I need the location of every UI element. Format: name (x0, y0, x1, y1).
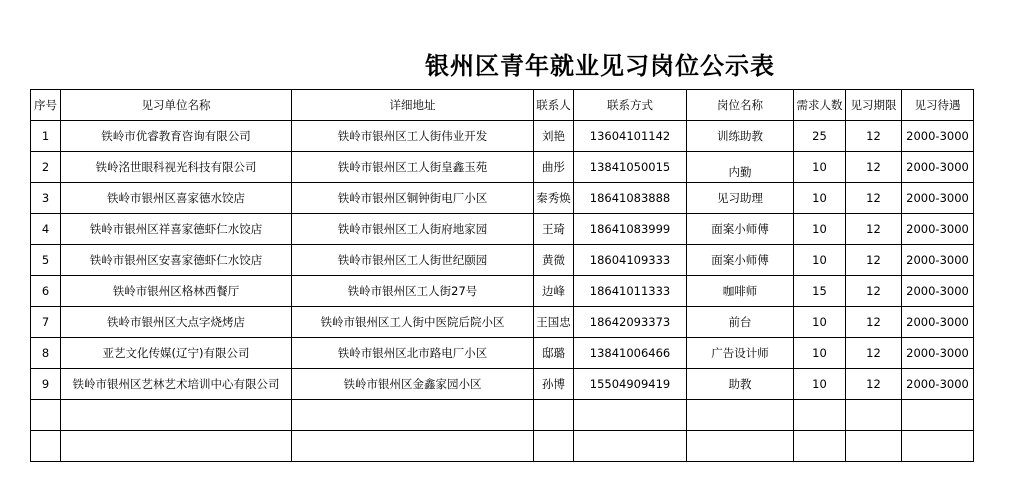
cell-address: 铁岭市银州区工人街伟业开发 (292, 121, 534, 152)
empty-cell (61, 431, 292, 462)
empty-cell (902, 400, 974, 431)
empty-cell (902, 431, 974, 462)
cell-period: 12 (846, 214, 902, 245)
table-row (31, 369, 974, 400)
header-row (31, 90, 974, 121)
col-header-contact: 联系人 (534, 90, 574, 121)
cell-count: 10 (794, 152, 846, 183)
empty-cell (846, 400, 902, 431)
empty-cell (687, 400, 794, 431)
cell-contact: 刘艳 (534, 121, 574, 152)
cell-period: 12 (846, 369, 902, 400)
cell-address: 铁岭市银州区工人街世纪颐园 (292, 245, 534, 276)
col-header-position: 岗位名称 (687, 90, 794, 121)
cell-address: 铁岭市银州区工人街中医院后院小区 (292, 307, 534, 338)
cell-contact: 边峰 (534, 276, 574, 307)
cell-pay: 2000-3000 (902, 338, 974, 369)
cell-contact: 黄微 (534, 245, 574, 276)
cell-count: 25 (794, 121, 846, 152)
empty-cell (31, 431, 61, 462)
cell-contact: 秦秀焕 (534, 183, 574, 214)
job-table (30, 89, 974, 462)
empty-row (31, 431, 974, 462)
cell-phone: 18642093373 (574, 307, 687, 338)
col-header-phone: 联系方式 (574, 90, 687, 121)
cell-unit: 亚艺文化传媒(辽宁)有限公司 (61, 338, 292, 369)
cell-period: 12 (846, 276, 902, 307)
cell-unit: 铁岭市银州区格林西餐厅 (61, 276, 292, 307)
col-header-period: 见习期限 (846, 90, 902, 121)
cell-count: 15 (794, 276, 846, 307)
cell-phone: 18604109333 (574, 245, 687, 276)
cell-address: 铁岭市银州区工人街府地家园 (292, 214, 534, 245)
col-header-pay: 见习待遇 (902, 90, 974, 121)
cell-count: 10 (794, 307, 846, 338)
table-row (31, 152, 974, 183)
cell-count: 10 (794, 369, 846, 400)
empty-cell (574, 400, 687, 431)
cell-position: 内勤 (687, 152, 794, 183)
cell-period: 12 (846, 183, 902, 214)
cell-position: 广告设计师 (687, 338, 794, 369)
cell-pay: 2000-3000 (902, 121, 974, 152)
cell-index: 7 (31, 307, 61, 338)
cell-phone: 13841050015 (574, 152, 687, 183)
table-row (31, 338, 974, 369)
cell-index: 1 (31, 121, 61, 152)
cell-pay: 2000-3000 (902, 369, 974, 400)
cell-count: 10 (794, 245, 846, 276)
table-row (31, 276, 974, 307)
col-header-address: 详细地址 (292, 90, 534, 121)
empty-cell (794, 400, 846, 431)
cell-phone: 13841006466 (574, 338, 687, 369)
table-row (31, 214, 974, 245)
cell-pay: 2000-3000 (902, 307, 974, 338)
cell-address: 铁岭市银州区工人街27号 (292, 276, 534, 307)
cell-contact: 曲彤 (534, 152, 574, 183)
cell-unit: 铁岭洺世眼科视光科技有限公司 (61, 152, 292, 183)
cell-index: 8 (31, 338, 61, 369)
empty-cell (61, 400, 292, 431)
empty-cell (687, 431, 794, 462)
cell-contact: 王琦 (534, 214, 574, 245)
empty-cell (292, 400, 534, 431)
cell-index: 4 (31, 214, 61, 245)
cell-address: 铁岭市银州区金鑫家园小区 (292, 369, 534, 400)
cell-contact: 王国忠 (534, 307, 574, 338)
empty-row (31, 400, 974, 431)
cell-unit: 铁岭市银州区祥喜家德虾仁水饺店 (61, 214, 292, 245)
cell-period: 12 (846, 245, 902, 276)
table-row (31, 121, 974, 152)
table-row (31, 307, 974, 338)
table-row (31, 245, 974, 276)
table-row (31, 183, 974, 214)
cell-count: 10 (794, 214, 846, 245)
cell-index: 3 (31, 183, 61, 214)
cell-count: 10 (794, 338, 846, 369)
cell-period: 12 (846, 121, 902, 152)
cell-pay: 2000-3000 (902, 152, 974, 183)
empty-cell (794, 431, 846, 462)
cell-unit: 铁岭市银州区喜家德水饺店 (61, 183, 292, 214)
cell-position: 咖啡师 (687, 276, 794, 307)
cell-pay: 2000-3000 (902, 183, 974, 214)
cell-unit: 铁岭市银州区艺林艺术培训中心有限公司 (61, 369, 292, 400)
cell-index: 9 (31, 369, 61, 400)
cell-position: 见习助理 (687, 183, 794, 214)
cell-pay: 2000-3000 (902, 214, 974, 245)
cell-unit: 铁岭市优睿教育咨询有限公司 (61, 121, 292, 152)
empty-cell (534, 400, 574, 431)
cell-address: 铁岭市银州区工人街皇鑫玉苑 (292, 152, 534, 183)
col-header-index: 序号 (31, 90, 61, 121)
empty-cell (31, 400, 61, 431)
empty-cell (846, 431, 902, 462)
cell-unit: 铁岭市银州区安喜家德虾仁水饺店 (61, 245, 292, 276)
empty-cell (534, 431, 574, 462)
col-header-unit: 见习单位名称 (61, 90, 292, 121)
cell-period: 12 (846, 338, 902, 369)
cell-index: 2 (31, 152, 61, 183)
cell-index: 6 (31, 276, 61, 307)
cell-count: 10 (794, 183, 846, 214)
cell-position: 面案小师傅 (687, 245, 794, 276)
cell-pay: 2000-3000 (902, 276, 974, 307)
col-header-count: 需求人数 (794, 90, 846, 121)
cell-position: 训练助教 (687, 121, 794, 152)
cell-unit: 铁岭市银州区大点字烧烤店 (61, 307, 292, 338)
cell-contact: 邸璐 (534, 338, 574, 369)
cell-address: 铁岭市银州区北市路电厂小区 (292, 338, 534, 369)
cell-pay: 2000-3000 (902, 245, 974, 276)
cell-phone: 18641011333 (574, 276, 687, 307)
cell-index: 5 (31, 245, 61, 276)
cell-contact: 孙博 (534, 369, 574, 400)
empty-cell (574, 431, 687, 462)
cell-phone: 15504909419 (574, 369, 687, 400)
cell-phone: 13604101142 (574, 121, 687, 152)
cell-period: 12 (846, 152, 902, 183)
cell-position: 面案小师傅 (687, 214, 794, 245)
cell-period: 12 (846, 307, 902, 338)
empty-cell (292, 431, 534, 462)
cell-address: 铁岭市银州区铜钟街电厂小区 (292, 183, 534, 214)
page-title: 银州区青年就业见习岗位公示表 (425, 51, 775, 80)
cell-phone: 18641083888 (574, 183, 687, 214)
cell-phone: 18641083999 (574, 214, 687, 245)
cell-position: 前台 (687, 307, 794, 338)
cell-position: 助教 (687, 369, 794, 400)
